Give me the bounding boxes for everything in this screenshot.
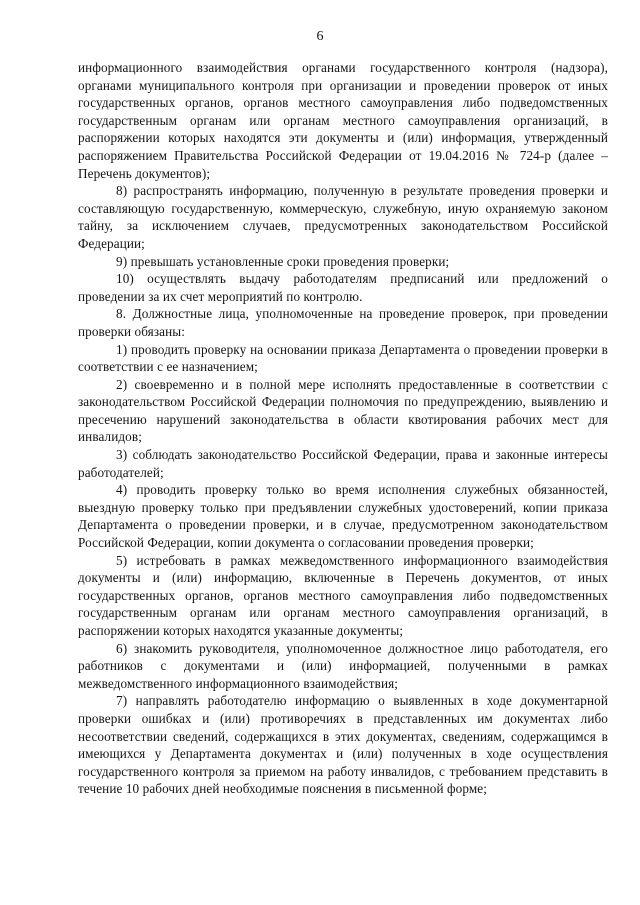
paragraph-duty-1: 1) проводить проверку на основании приказа Департамента о проведении проверки в соответствии с ее назначением; (78, 341, 608, 375)
document-body (78, 59, 608, 798)
paragraph-item-10: 10) осуществлять выдачу работодателям предписаний или предложений о проведении за их счет мероприятий по контролю. (78, 271, 608, 304)
paragraph-duty-5: 5) истребовать в рамках межведомственного информационного взаимодействия документы и (или) информацию, включенные в Перечень документов, от иных государственных органов, органов местного самоуправления либо подведомственных государственным органам или органам местного самоуправления организаций, в распоряжении которых находятся указанные документы; (78, 552, 608, 638)
page-number: 6 (316, 29, 324, 44)
paragraph-duty-3: 3) соблюдать законодательство Российской Федерации, права и законные интересы работодателей; (78, 447, 608, 480)
paragraph-item-9: 9) превышать установленные сроки проведения проверки; (116, 253, 450, 269)
paragraph-duty-7: 7) направлять работодателю информацию о выявленных в ходе документарной проверки ошибках и (или) противоречиях в представленных им документах либо несоответствии сведений, содержащихся в этих документах, сведениям, содержащимся в имеющихся у Департамента документах и (или) полученных в ходе осуществления государственного контроля за приемом на работу инвалидов, с требованием представить в течение 10 рабочих дней необходимые пояснения в письменной форме; (78, 693, 608, 797)
paragraph-item-8: 8) распространять информацию, полученную в результате проведения проверки и составляющую государственную, коммерческую, служебную, иную охраняемую законом тайну, за исключением случаев, предусмотренных законодательством Российской Федерации; (78, 183, 608, 251)
paragraph-duty-2: 2) своевременно и в полной мере исполнять предоставленные в соответствии с законодательством Российской Федерации полномочия по предупреждению, выявлению и пресечению нарушений законодательства в области квотирования рабочих мест для инвалидов; (78, 376, 608, 445)
paragraph-continuation: информационного взаимодействия органами государственного контроля (надзора), органами муниципального контроля при организации и проведении проверок от иных государственных органов, органов местного самоуправления либо подведомственных государственным органам или органам местного самоуправления организаций, в распоряжении которых находятся эти документы и (или) информация, утвержденный распоряжением Правительства Российской Федерации от 19.04.2016 № 724-р (далее – Перечень документов); (78, 60, 608, 181)
paragraph-section-8: 8. Должностные лица, уполномоченные на проведение проверок, при проведении проверки обязаны: (78, 306, 608, 339)
paragraph-duty-6: 6) знакомить руководителя, уполномоченное должностное лицо работодателя, его работников с документами и (или) информацией, полученными в рамках межведомственного информационного взаимодействия; (78, 640, 608, 691)
paragraph-duty-4: 4) проводить проверку только во время исполнения служебных обязанностей, выездную проверку только при предъявлении служебных удостоверений, копии приказа Департамента о проведении проверки, и в случае, предусмотренном законодательством Российской Федерации, копии документа о согласовании проведения проверки; (78, 482, 608, 551)
